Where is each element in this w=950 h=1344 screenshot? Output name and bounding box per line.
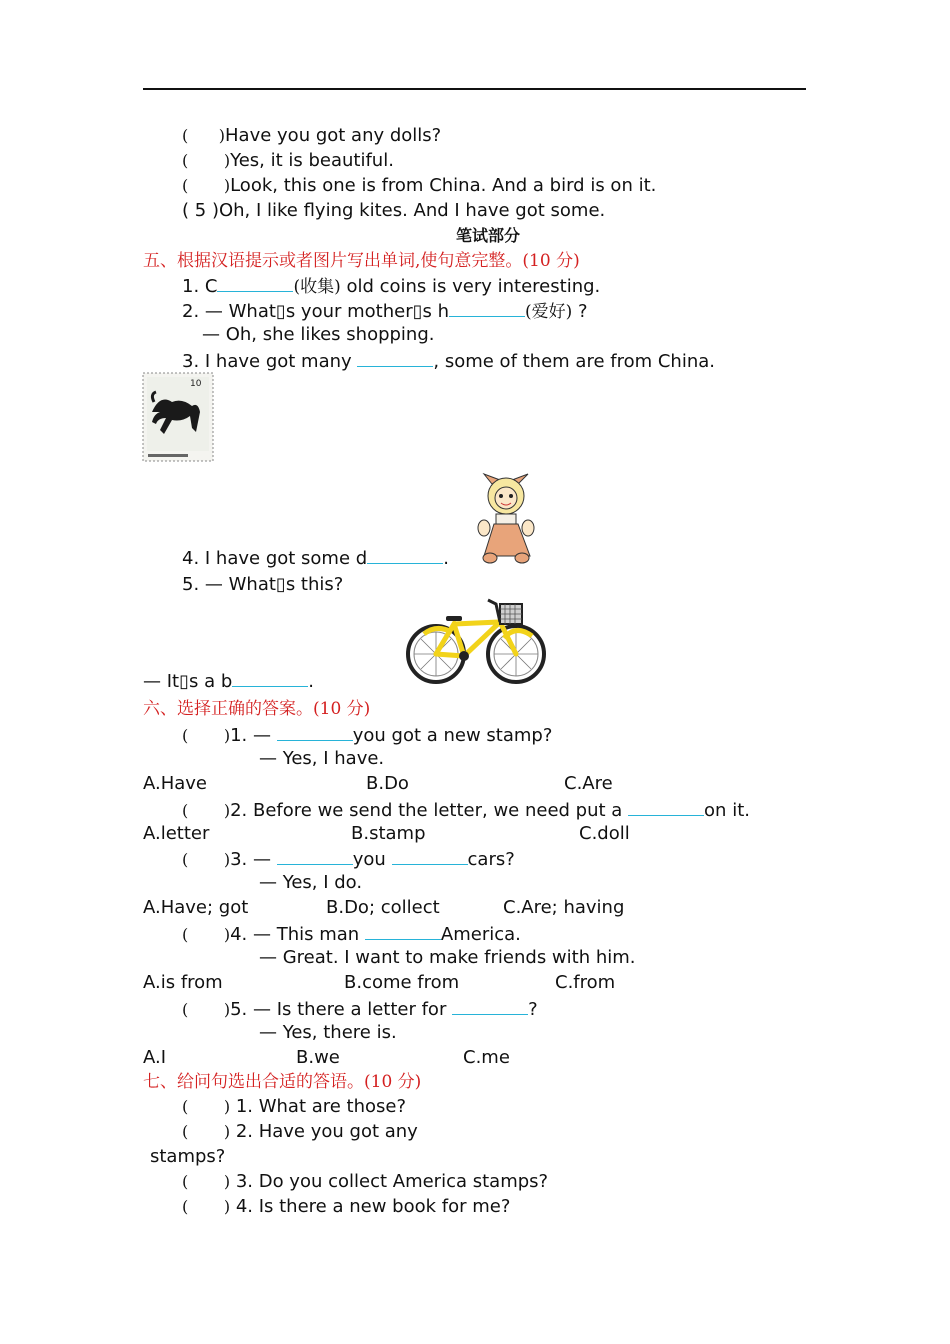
section-5-heading: 五、根据汉语提示或者图片写出单词,使句意完整。(10 分)	[143, 251, 580, 271]
answer-bracket[interactable]: ( )	[182, 925, 231, 944]
sec6-q5-option-a[interactable]: A.I	[143, 1047, 167, 1068]
sec6-q4: ( )4. — This man America.	[182, 921, 521, 947]
answer-bracket[interactable]: ( )	[182, 726, 231, 745]
answer-bracket[interactable]: ( )	[182, 176, 231, 195]
sec5-q3: 3. I have got many , some of them are from China.	[182, 348, 715, 374]
sec6-q1-option-b[interactable]: B.Do	[366, 773, 409, 794]
sec7-q3: ( ) 3. Do you collect America stamps?	[182, 1171, 549, 1192]
answer-bracket[interactable]: ( )	[182, 1122, 231, 1141]
sec6-q2-option-c[interactable]: C.doll	[579, 823, 630, 844]
sec5-q5-reply: — It▯s a b .	[143, 668, 314, 694]
answer-blank[interactable]	[357, 348, 433, 367]
answer-blank[interactable]	[365, 921, 441, 940]
sec6-q4-option-c[interactable]: C.from	[555, 972, 616, 993]
sec6-q2-option-a[interactable]: A.letter	[143, 823, 210, 844]
answer-blank[interactable]	[277, 722, 353, 741]
sec6-q4-option-a[interactable]: A.is from	[143, 972, 223, 993]
sec5-q1: 1. C (收集) old coins is very interesting.	[182, 273, 600, 299]
doll-image	[470, 472, 542, 564]
horse-stamp-image	[142, 372, 214, 462]
answer-bracket[interactable]: ( )	[182, 1172, 231, 1191]
section-7-heading: 七、给问句选出合适的答语。(10 分)	[143, 1072, 422, 1092]
answer-number: 5	[189, 200, 212, 221]
sec7-q4: ( ) 4. Is there a new book for me?	[182, 1196, 511, 1217]
sec5-q2: 2. — What▯s your mother▯s h (爱好) ?	[182, 298, 588, 324]
listening-item-2: ( )Yes, it is beautiful.	[182, 150, 394, 171]
answer-bracket[interactable]: ( )	[182, 126, 226, 145]
answer-bracket[interactable]: ( )	[182, 850, 231, 869]
header-rule	[143, 88, 806, 90]
sec6-q4-option-b[interactable]: B.come from	[344, 972, 460, 993]
listening-item-3: ( )Look, this one is from China. And a bird is on it.	[182, 175, 657, 196]
sec5-q5: 5. — What▯s this?	[182, 574, 344, 595]
sec6-q4-reply: — Great. I want to make friends with him.	[259, 947, 636, 968]
answer-blank[interactable]	[277, 846, 353, 865]
sec6-q3: ( )3. — you cars?	[182, 846, 515, 872]
answer-blank[interactable]	[452, 996, 528, 1015]
sec5-q4: 4. I have got some d .	[182, 545, 449, 571]
section-6-heading: 六、选择正确的答案。(10 分)	[143, 699, 371, 719]
stamp-value: 10	[190, 379, 202, 389]
sec5-q2-reply: — Oh, she likes shopping.	[202, 324, 435, 345]
answer-blank[interactable]	[217, 273, 293, 292]
sec6-q5-reply: — Yes, there is.	[259, 1022, 397, 1043]
sec6-q2: ( )2. Before we send the letter, we need put a on it.	[182, 797, 750, 823]
answer-blank[interactable]	[392, 846, 468, 865]
sec6-q5-option-b[interactable]: B.we	[296, 1047, 340, 1068]
sec7-q2-continuation: stamps?	[150, 1146, 226, 1167]
sec6-q1-reply: — Yes, I have.	[259, 748, 385, 769]
answer-blank[interactable]	[449, 298, 525, 317]
answer-blank[interactable]	[232, 668, 308, 687]
listening-item-4: ( 5 )Oh, I like flying kites. And I have got some.	[182, 200, 606, 221]
sec6-q3-option-b[interactable]: B.Do; collect	[326, 897, 440, 918]
answer-blank[interactable]	[628, 797, 704, 816]
answer-bracket[interactable]: ( )	[182, 801, 231, 820]
answer-bracket[interactable]: ( )	[182, 1197, 231, 1216]
answer-bracket[interactable]: ( )	[182, 1000, 231, 1019]
sec6-q5: ( )5. — Is there a letter for ?	[182, 996, 538, 1022]
listening-item-1: ( )Have you got any dolls?	[182, 125, 442, 146]
bicycle-image	[404, 594, 548, 690]
sec6-q3-option-a[interactable]: A.Have; got	[143, 897, 249, 918]
sec6-q1-option-c[interactable]: C.Are	[564, 773, 613, 794]
sec6-q2-option-b[interactable]: B.stamp	[351, 823, 426, 844]
answer-bracket[interactable]: ( )	[182, 151, 231, 170]
sec6-q5-option-c[interactable]: C.me	[463, 1047, 510, 1068]
answer-blank[interactable]	[367, 545, 443, 564]
sec6-q3-option-c[interactable]: C.Are; having	[503, 897, 625, 918]
written-part-title: 笔试部分	[456, 226, 521, 245]
sec7-q1: ( ) 1. What are those?	[182, 1096, 407, 1117]
sec7-q2: ( ) 2. Have you got any	[182, 1121, 418, 1142]
sec6-q3-reply: — Yes, I do.	[259, 872, 363, 893]
sec6-q1-option-a[interactable]: A.Have	[143, 773, 208, 794]
sec6-q1: ( )1. — you got a new stamp?	[182, 722, 552, 748]
answer-bracket[interactable]: ( )	[182, 1097, 231, 1116]
